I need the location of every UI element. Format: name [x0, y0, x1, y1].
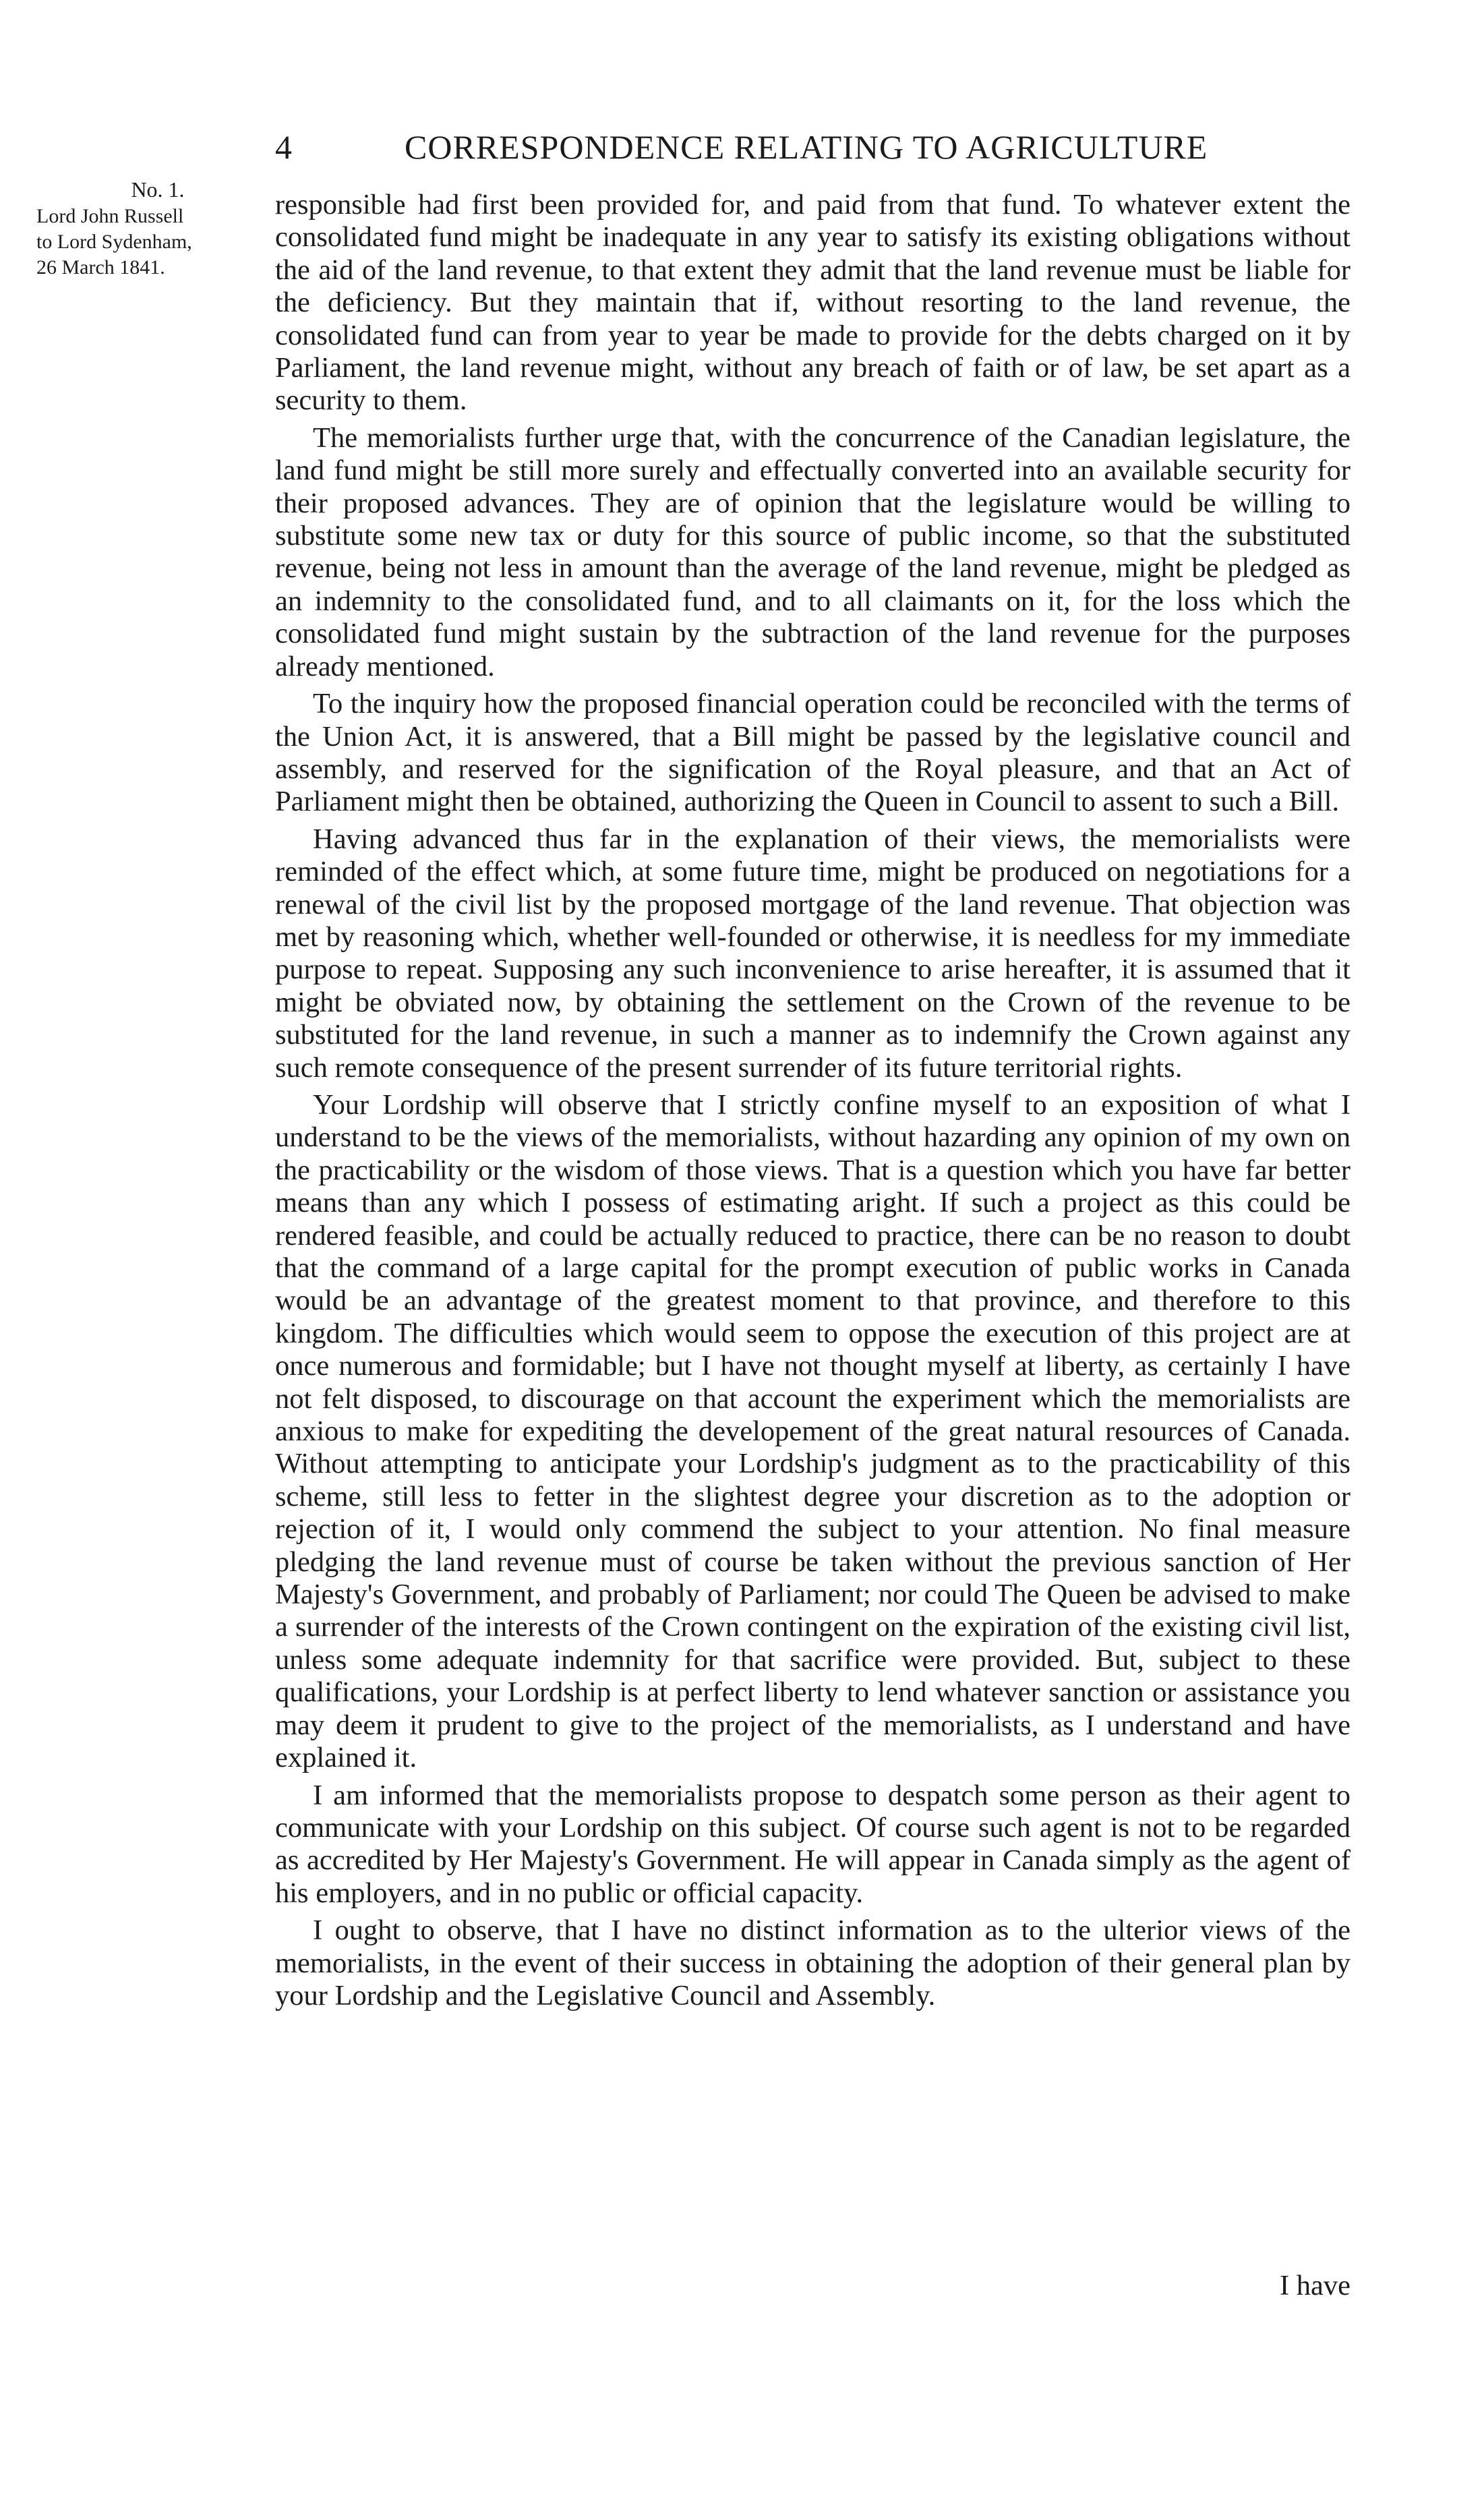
page-number: 4 — [275, 128, 292, 166]
paragraph: To the inquiry how the proposed financial operation could be reconciled with the terms of the Union Act, it is answered, that a Bill might be passed by the legislative council and assembly, and reserved for the signification of the Royal pleasure, and that an Act of Parliament might then be obtained, authorizing the Queen in Council to assent to such a Bill. — [275, 688, 1351, 818]
paragraph: I ought to observe, that I have no distinct information as to the ulterior views of the memorialists, in the event of their success in obtaining the adoption of their general plan by your Lordship and the Legislative Council and Assembly. — [275, 1914, 1351, 2011]
paragraph: The memorialists further urge that, with the concurrence of the Canadian legislature, the land fund might be still more surely and effectually converted into an available security for their proposed advances. They are of opinion that the legislature would be willing to substitute some new tax or duty for this source of public income, so that the substituted revenue, being not less in amount than the average of the land revenue, might be pledged as an indemnity to the consolidated fund, and to all claimants on it, for the loss which the consolidated fund might sustain by the subtraction of the land revenue for the purposes already mentioned. — [275, 421, 1351, 682]
margin-note-number: No. 1. — [131, 177, 185, 202]
margin-note-line: to Lord Sydenham, — [36, 231, 192, 253]
margin-note-line: Lord John Russell — [36, 205, 184, 227]
paragraph: responsible had first been provided for, and paid from that fund. To whatever extent the consolidated fund might be inadequate in any year to satisfy its existing obligations without the aid of the land revenue, to that extent they admit that the land revenue must be liable for the deficiency. But they maintain that if, without resorting to the land revenue, the consolidated fund can from year to year be made to provide for the debts charged on it by Parliament, the land revenue might, without any breach of faith or of law, be set apart as a security to them. — [275, 189, 1351, 417]
margin-note-line: 26 March 1841. — [36, 256, 165, 278]
paragraph: I am informed that the memorialists propose to despatch some person as their agent to communicate with your Lordship on this subject. Of course such agent is not to be regarded as accredited by Her Majesty's Government. He will appear in Canada simply as the agent of his employers, and in no public or official capacity. — [275, 1779, 1351, 1909]
paragraph: Having advanced thus far in the explanation of their views, the memorialists were reminded of the effect which, at some future time, might be produced on negotiations for a renewal of the civil list by the proposed mortgage of the land revenue. That objection was met by reasoning which, whether well-founded or otherwise, it is needless for my immediate purpose to repeat. Supposing any such inconvenience to arise hereafter, it is assumed that it might be obviated now, by obtaining the settlement on the Crown of the revenue to be substituted for the land revenue, in such a manner as to indemnify the Crown against any such remote consequence of the present surrender of its future territorial rights. — [275, 823, 1351, 1084]
catchword: I have — [1279, 2270, 1351, 2301]
running-title: CORRESPONDENCE RELATING TO AGRICULTURE — [405, 128, 1208, 166]
paragraph: Your Lordship will observe that I strictly confine myself to an exposition of what I understand to be the views of the memorialists, without hazarding any opinion of my own on the practicability or the wisdom of those views. That is a question which you have far better means than any which I possess of estimating aright. If such a project as this could be rendered feasible, and could be actually reduced to practice, there can be no reason to doubt that the command of a large capital for the prompt execution of public works in Canada would be an advantage of the greatest moment to that province, and therefore to this kingdom. The difficulties which would seem to oppose the execution of this project are at once numerous and formidable; but I have not thought myself at liberty, as certainly I have not felt disposed, to discourage on that account the experiment which the memorialists are anxious to make for expediting the developement of the great natural resources of Canada. Without attempting to anticipate your Lordship's judgment as to the practicability of this scheme, still less to fetter in the slightest degree your discretion as to the adoption or rejection of it, I would only commend the subject to your attention. No final measure pledging the land revenue must of course be taken without the previous sanction of Her Majesty's Government, and probably of Parliament; nor could The Queen be advised to make a surrender of the interests of the Crown contingent on the expiration of the existing civil list, unless some adequate indemnity for that sacrifice were provided. But, subject to these qualifications, your Lordship is at perfect liberty to lend whatever sanction or assistance you may deem it prudent to give to the project of the memorialists, as I understand and have explained it. — [275, 1088, 1351, 1774]
body-text — [275, 189, 1351, 2017]
margin-note — [36, 177, 279, 281]
